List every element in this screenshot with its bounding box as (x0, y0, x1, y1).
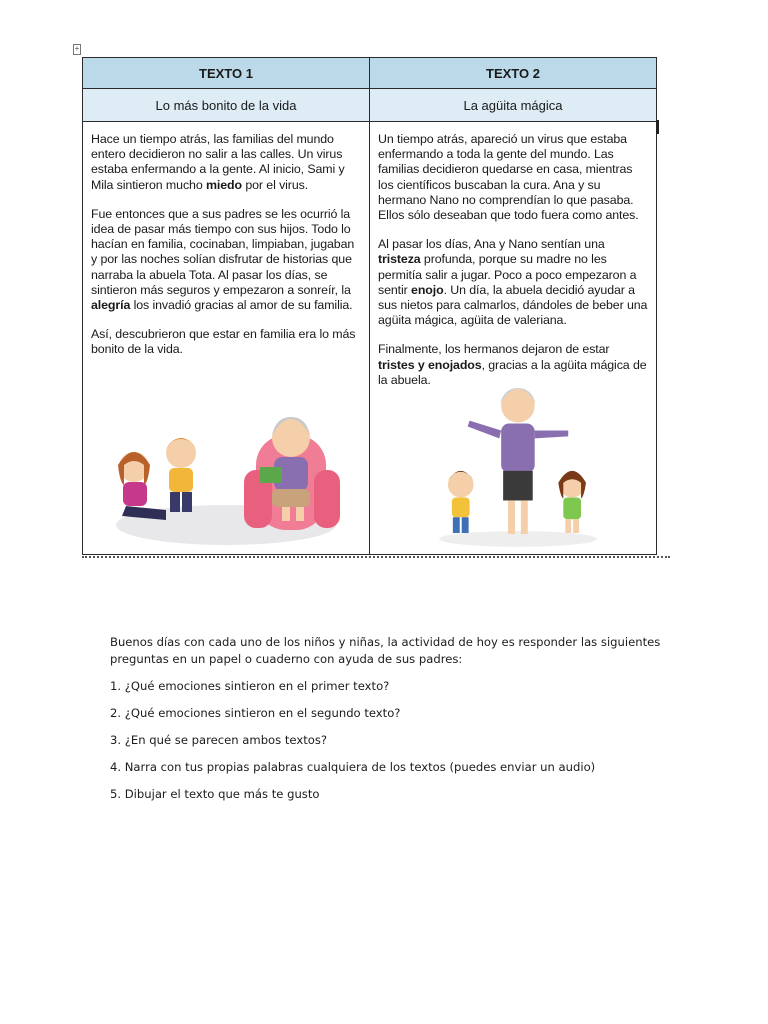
story-paragraph: Al pasar los días, Ana y Nano sentían una tristeza profunda, porque su madre no les permitía salir a jugar. Poco a poco empezaron a sentir enojo. Un día, la abuela decidió ayudar a sus nietos para calmarlos, dándoles de beber una agüita mágica, agüita de valeriana. (378, 237, 648, 328)
questions-list (110, 678, 670, 803)
text-1-body (83, 122, 370, 555)
text-2-body (370, 122, 657, 555)
question-item: 2. ¿Qué emociones sintieron en el segundo texto? (110, 706, 401, 720)
text-2-header: TEXTO 2 (370, 58, 657, 89)
question-item: 4. Narra con tus propias palabras cualquiera de los textos (puedes enviar un audio) (110, 760, 596, 774)
question-item: 1. ¿Qué emociones sintieron en el primer texto? (110, 679, 390, 693)
question-item: 5. Dibujar el texto que más te gusto (110, 787, 320, 801)
text-2-title: La agüita mágica (370, 89, 657, 122)
stories-grid (82, 57, 657, 555)
emotion-word: tristes y enojados (378, 357, 482, 372)
emotion-word: enojo (411, 282, 444, 297)
story-paragraph: Así, descubrieron que estar en familia era lo más bonito de la vida. (91, 327, 356, 357)
text-1-title: Lo más bonito de la vida (83, 89, 370, 122)
story-paragraph: Hace un tiempo atrás, las familias del mundo entero decidieron no salir a las calles. Un virus estaba enfermando a la gente. Al inicio, Sami y Mila sintieron mucho miedo por el virus. (91, 132, 345, 192)
grandmother-reading-icon (83, 375, 369, 550)
instructions-intro: Buenos días con cada uno de los niños y niñas, la actividad de hoy es responder las siguientes preguntas en un papel o cuaderno con ayuda de sus padres: (110, 635, 661, 666)
emotion-word: alegría (91, 298, 131, 313)
grandmother-children-illustration (370, 375, 656, 550)
emotion-word: miedo (205, 177, 242, 192)
text-1-header: TEXTO 1 (83, 58, 370, 89)
text-2-story (370, 122, 656, 388)
story-paragraph: Finalmente, los hermanos dejaron de estar tristes y enojados, gracias a la agüita mágica de la abuela. (378, 342, 647, 387)
page-divider (82, 554, 670, 558)
text-1-story (83, 122, 369, 358)
story-paragraph: Un tiempo atrás, apareció un virus que estaba enfermando a toda la gente del mundo. Las familias decidieron quedarse en casa, mientras los científicos buscaban la cura. Ana y su hermano Nano no comprendían lo que pasaba. Ellos sólo deseaban que todo fuera como antes. (378, 132, 639, 223)
story-paragraph: Fue entonces que a sus padres se les ocurrió la idea de pasar más tiempo con sus hijos. Todo lo hacían en familia, cocinaban, limpiaban, jugaban y por las noches solían disfrutar de historias que narraba la abuela Tota. Al pasar los días, se sintieron más seguros y empezaron a sonreír, la alegría los invadió gracias al amor de su familia. (91, 206, 355, 313)
question-item: 3. ¿En qué se parecen ambos textos? (110, 733, 328, 747)
activity-instructions (110, 634, 670, 813)
stories-table (82, 57, 657, 555)
table-anchor-icon: + (74, 44, 80, 53)
emotion-word: tristeza (378, 252, 421, 267)
grandmother-children-icon (370, 375, 656, 550)
grandmother-reading-illustration (83, 375, 369, 550)
table-edge-mark (656, 120, 659, 134)
